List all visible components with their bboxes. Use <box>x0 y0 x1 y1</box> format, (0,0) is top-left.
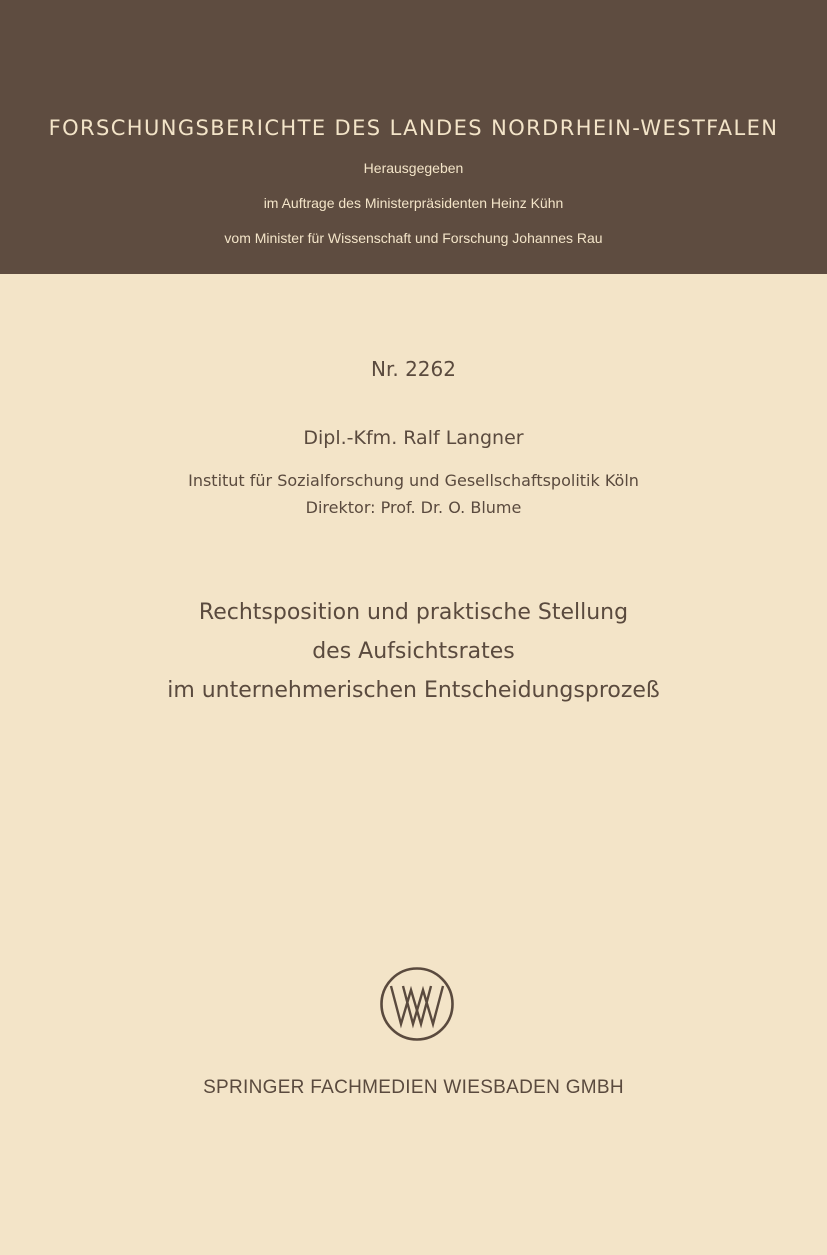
springer-ww-logo-icon <box>379 966 455 1042</box>
author: Dipl.-Kfm. Ralf Langner <box>303 427 524 449</box>
header-band <box>0 0 827 274</box>
book-title-line-3: im unternehmerischen Entscheidungsprozeß <box>167 678 660 703</box>
publisher-note-line-1: Herausgegeben <box>363 160 464 176</box>
book-title-line-1: Rechtsposition und praktische Stellung <box>198 600 629 625</box>
publisher-note-line-3: vom Minister für Wissenschaft und Forschung Johannes Rau <box>224 230 603 246</box>
director: Direktor: Prof. Dr. O. Blume <box>305 498 522 517</box>
institute: Institut für Sozialforschung und Gesellschaftspolitik Köln <box>188 471 639 490</box>
publisher-note-line-2: im Auftrage des Ministerpräsidenten Heinz Kühn <box>263 195 564 211</box>
report-number: Nr. 2262 <box>371 357 456 381</box>
series-title: FORSCHUNGSBERICHTE DES LANDES NORDRHEIN-WESTFALEN <box>48 116 779 140</box>
book-title-line-2: des Aufsichtsrates <box>312 639 515 664</box>
publisher-name: SPRINGER FACHMEDIEN WIESBADEN GMBH <box>203 1077 624 1098</box>
